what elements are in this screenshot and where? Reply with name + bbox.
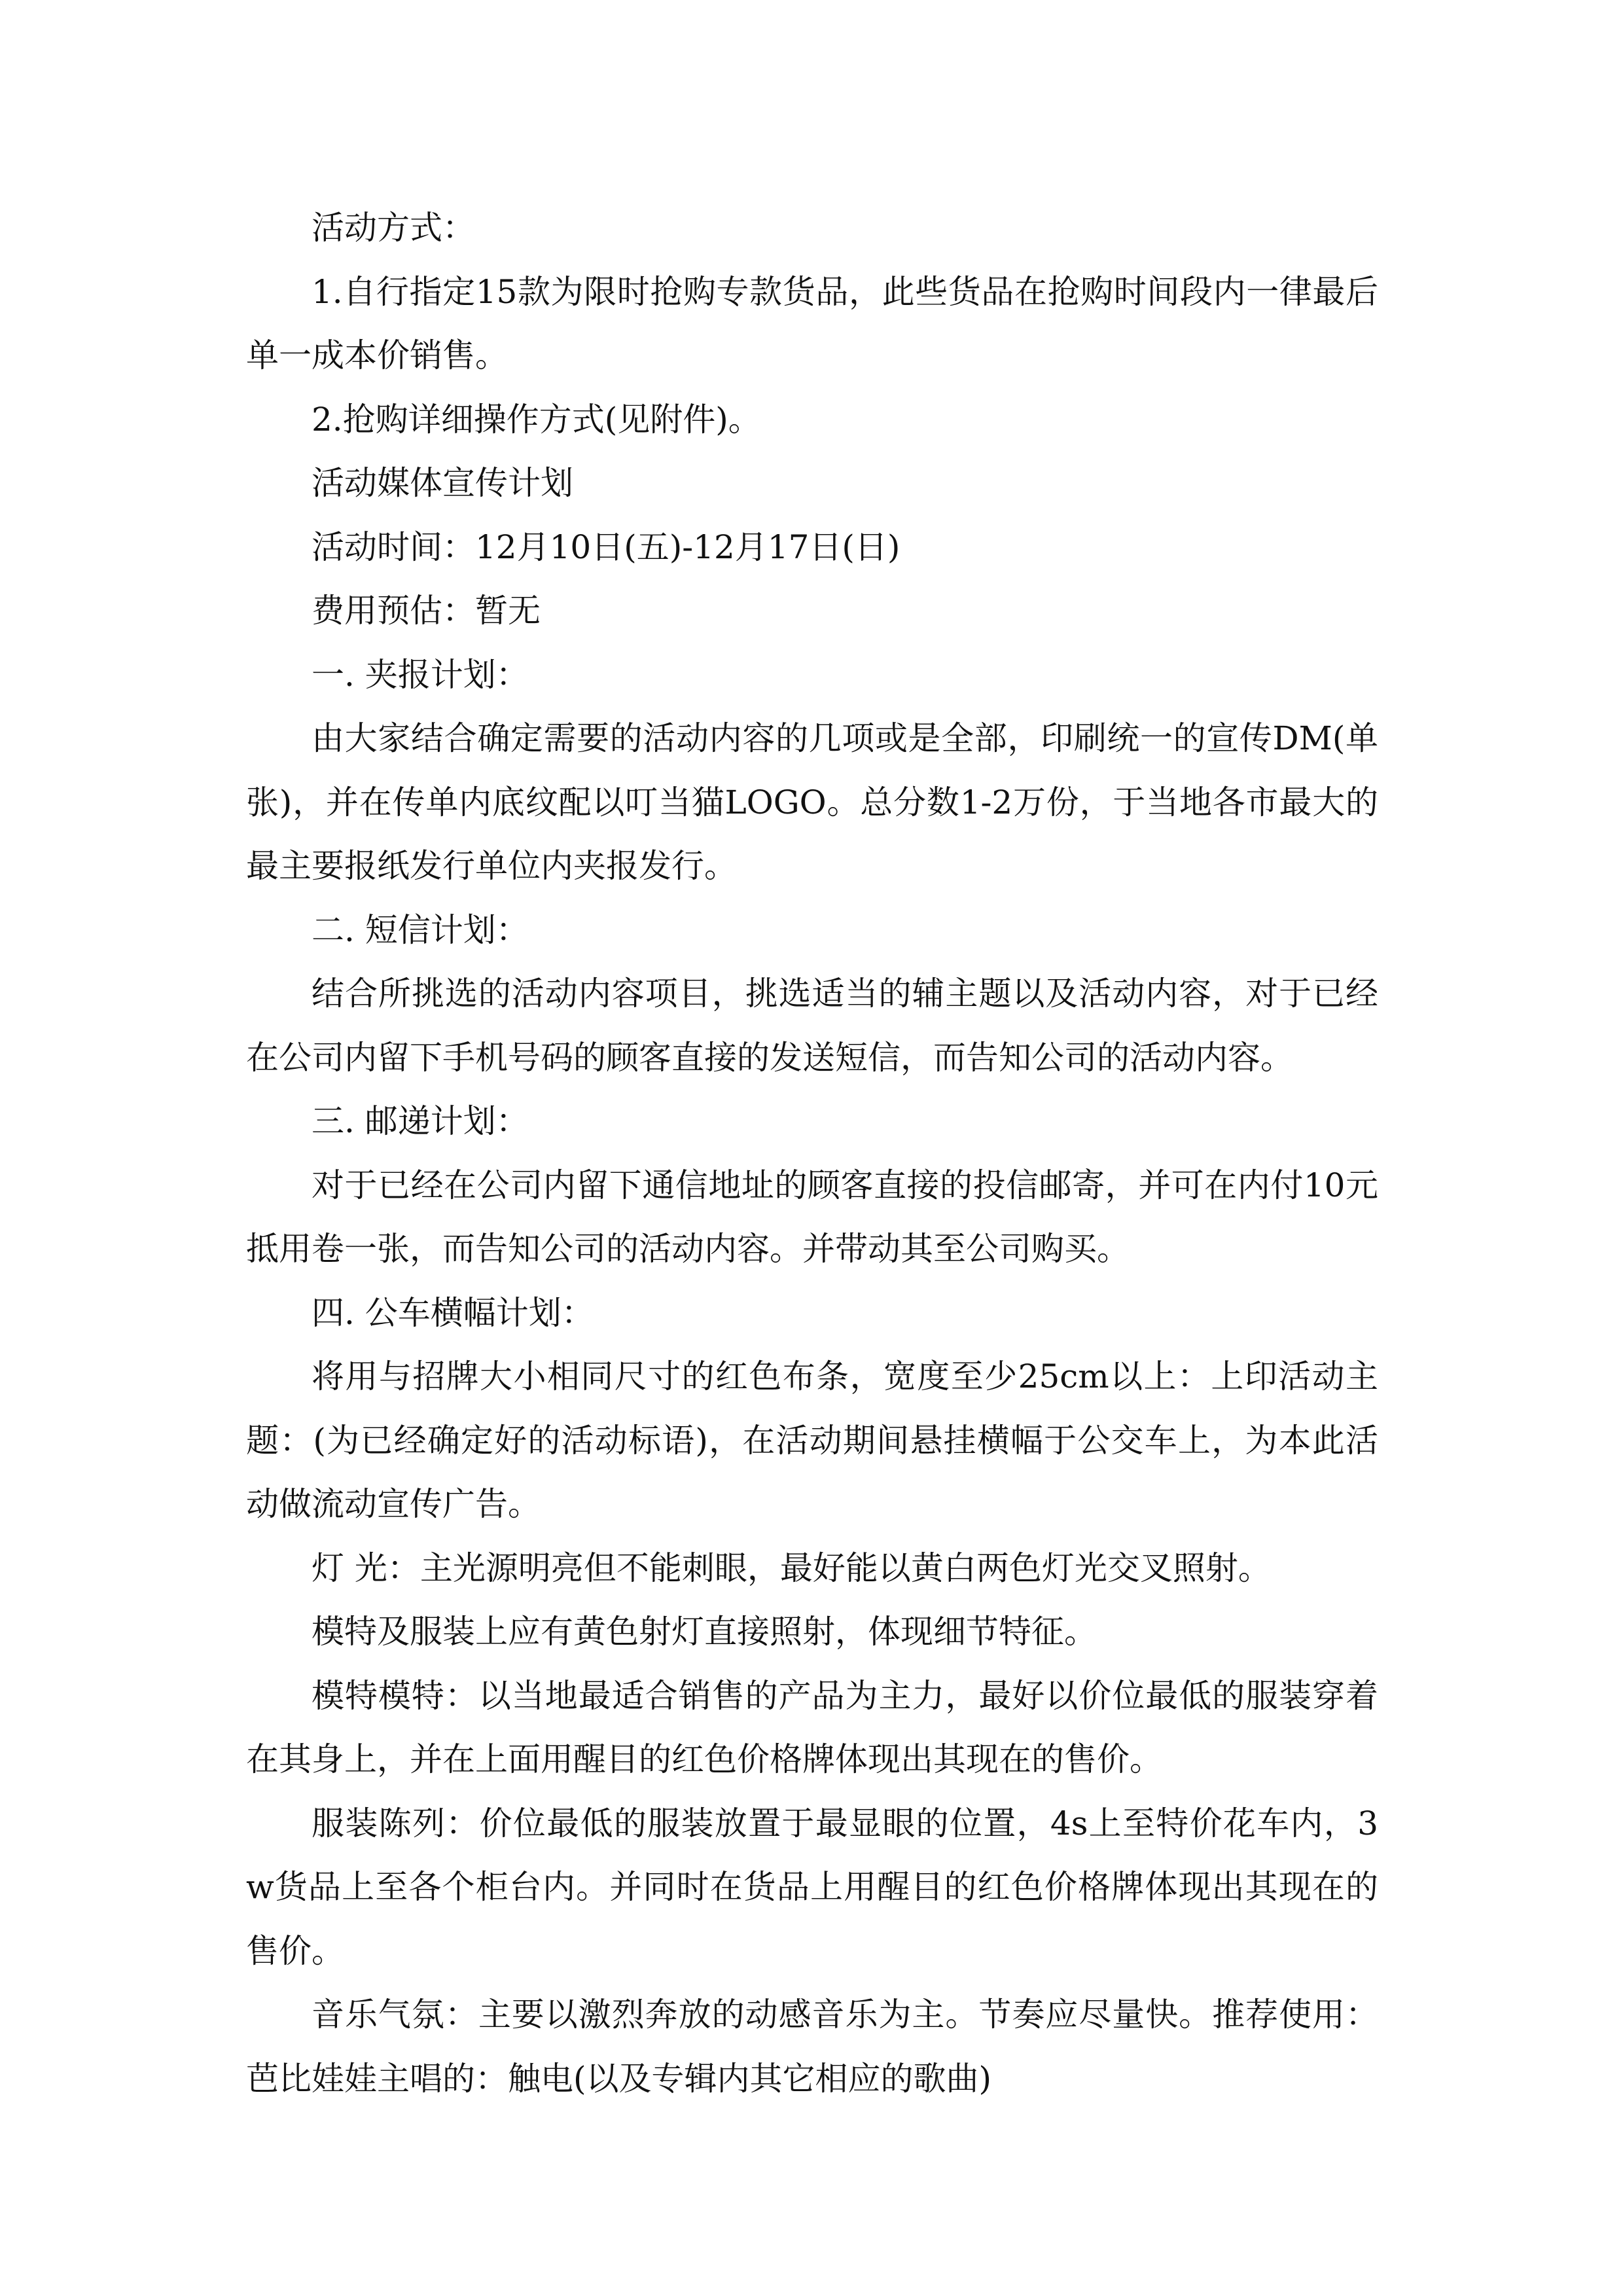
paragraph-media-plan-heading: 活动媒体宣传计划 bbox=[312, 464, 573, 502]
paragraph-clothing-display: 服装陈列：价位最低的服装放置于最显眼的位置，4s上至特价花车内，3w货品上至各个柜台内。并同时在货品上用醒目的红色价格牌体现出其现在的售价。 bbox=[246, 1804, 1378, 1970]
paragraph-model-lighting: 模特及服装上应有黄色射灯直接照射，体现细节特征。 bbox=[312, 1613, 1097, 1651]
paragraph-lighting: 灯 光：主光源明亮但不能刺眼，最好能以黄白两色灯光交叉照射。 bbox=[312, 1549, 1271, 1587]
paragraph-bus-banner-body: 将用与招牌大小相同尺寸的红色布条，宽度至少25cm以上：上印活动主题：(为已经确定好的活动标语)，在活动期间悬挂横幅于公交车上，为本此活动做流动宣传广告。 bbox=[246, 1357, 1378, 1523]
paragraph-mail-plan-body: 对于已经在公司内留下通信地址的顾客直接的投信邮寄，并可在内付10元抵用卷一张，而告知公司的活动内容。并带动其至公司购买。 bbox=[246, 1166, 1378, 1268]
paragraph-bus-banner-heading: 四. 公车横幅计划： bbox=[312, 1293, 594, 1332]
document-body bbox=[246, 196, 1378, 2111]
paragraph-activity-time: 活动时间：12月10日(五)-12月17日(日) bbox=[312, 528, 901, 566]
paragraph-newspaper-plan-heading: 一. 夹报计划： bbox=[312, 655, 529, 694]
paragraph-music-atmosphere: 音乐气氛：主要以激烈奔放的动感音乐为主。节奏应尽量快。推荐使用：芭比娃娃主唱的：触电(以及专辑内其它相应的歌曲) bbox=[246, 1996, 1378, 2098]
paragraph-item-2: 2.抢购详细操作方式(见附件)。 bbox=[312, 400, 761, 439]
paragraph-item-1: 1.自行指定15款为限时抢购专款货品，此些货品在抢购时间段内一律最后单一成本价销售。 bbox=[246, 272, 1378, 374]
paragraph-mail-plan-heading: 三. 邮递计划： bbox=[312, 1102, 529, 1140]
paragraph-newspaper-plan-body: 由大家结合确定需要的活动内容的几项或是全部，印刷统一的宣传DM(单张)，并在传单内底纹配以叮当猫LOGO。总分数1-2万份，于当地各市最大的最主要报纸发行单位内夹报发行。 bbox=[246, 719, 1378, 885]
paragraph-sms-plan-body: 结合所挑选的活动内容项目，挑选适当的辅主题以及活动内容，对于已经在公司内留下手机号码的顾客直接的发送短信，而告知公司的活动内容。 bbox=[246, 975, 1378, 1077]
paragraph-models: 模特模特：以当地最适合销售的产品为主力，最好以价位最低的服装穿着在其身上，并在上面用醒目的红色价格牌体现出其现在的售价。 bbox=[246, 1676, 1378, 1778]
paragraph-activity-method-heading: 活动方式： bbox=[312, 209, 475, 247]
paragraph-cost-estimate: 费用预估：暂无 bbox=[312, 592, 541, 630]
paragraph-sms-plan-heading: 二. 短信计划： bbox=[312, 910, 529, 949]
